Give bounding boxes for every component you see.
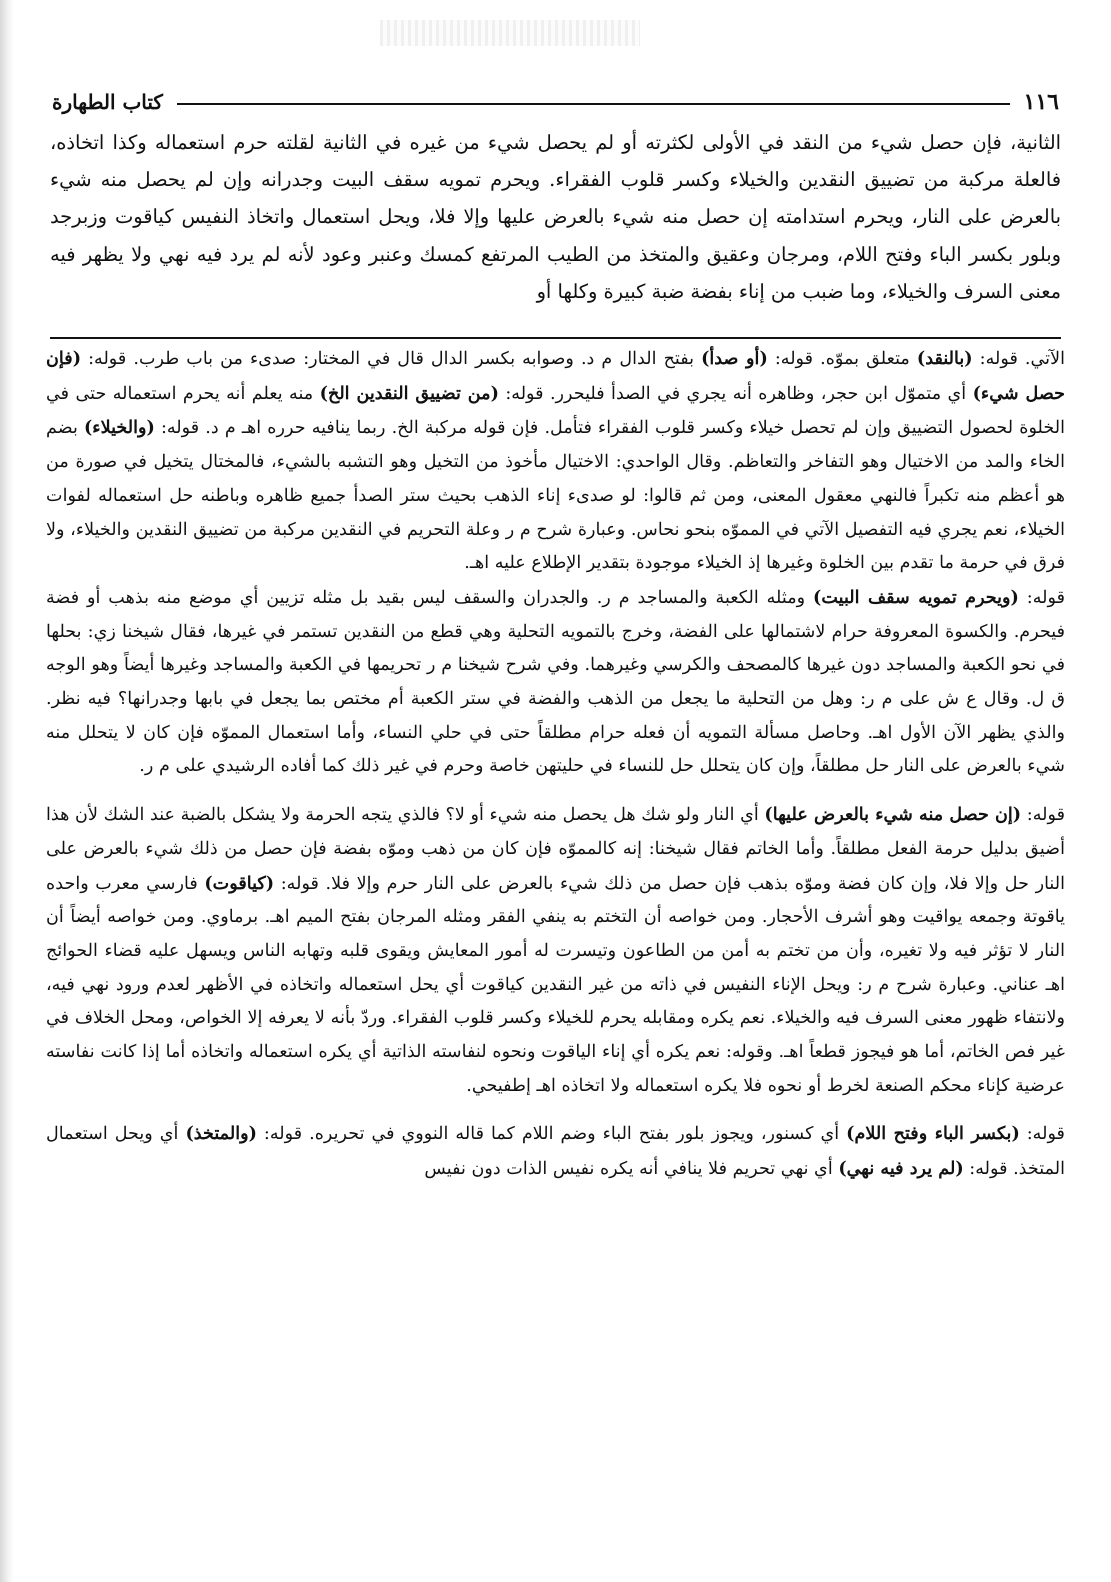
note-text: أي متموّل ابن حجر، وظاهره أنه يجري في الصدأ فليحرر. قوله: bbox=[498, 383, 973, 404]
note-lemma: (إن حصل منه شيء بالعرض عليها) bbox=[764, 804, 1022, 826]
page-number: ١١٦ bbox=[1023, 89, 1059, 115]
book-title: كتاب الطهارة bbox=[52, 90, 163, 114]
note-paragraph bbox=[46, 1117, 1065, 1186]
note-text: الآتي. قوله: bbox=[972, 349, 1066, 369]
note-lemma: (ويحرم تمويه سقف البيت) bbox=[813, 586, 1019, 608]
footnote-separator bbox=[50, 337, 1061, 339]
note-paragraph bbox=[46, 342, 1065, 581]
commentary-notes bbox=[46, 342, 1065, 1187]
scan-edge-shadow bbox=[0, 0, 14, 1582]
note-paragraph bbox=[46, 798, 1065, 1103]
note-text: ومثله الكعبة والمساجد م ر. والجدران والسقف ليس بقيد بل مثله تزيين أي موضع منه بذهب أو فضة فيحرم. والكسوة المعروفة حرام لاشتمالها على الفضة، وخرج بالتمويه التحلية وهي قطع من النقدين تستمر في غيرها، فقال شيخنا زي: بحلها في نحو الكعبة والمساجد دون غيرها كالمصحف والكرسي وغيرهما. وفي شرح شيخنا م ر تحريمها في الكعبة والمساجد وغيرها أيضاً وهو الوجه ق ل. وقال ع ش على م ر: وهل من التحلية ما يجعل من الذهب والفضة في ستر الكعبة أم مختص بما يجعل في بابها وجدرانها؟ فيه نظر. والذي يظهر الآن الأول اهـ. وحاصل مسألة التمويه أن فعله حرام مطلقاً حتى في حلي النساء، وأما استعمال المموّه فإن كان لا يتحلل منه شيء بالعرض على النار حل مطلقاً، وإن كان يتحلل حل للنساء في حليتهن خاصة وحرم في غير ذلك كما أفاده الرشيدي على م ر. bbox=[46, 587, 1065, 777]
note-text: أي كسنور، ويجوز بلور بفتح الباء وضم اللام كما قاله النووي في تحريره. قوله: bbox=[256, 1124, 847, 1145]
note-text: فارسي معرب واحده ياقوتة وجمعه يواقيت وهو أشرف الأحجار. ومن خواصه أن التختم به ينفي الفقر ومثله المرجان بفتح الميم اهـ. برماوي. ومن خواصه أيضاً أن النار لا تؤثر فيه ولا تغيره، وأن من تختم به أمن من الطاعون وتيسرت له أمور المعايش ويقوى قلبه وتهابه الناس ويسهل عليه قضاء الحوائج اهـ عناني. وعبارة شرح م ر: ويحل الإناء النفيس في ذاته من غير النقدين كياقوت أي يحل استعماله واتخاذه في الأظهر لعدم ورود نهي فيه، ولانتفاء ظهور معنى السرف فيه والخيلاء. نعم يكره ومقابله يحرم للخيلاء وكسر قلوب الفقراء. وردّ بأنه لا يعرفه إلا الخواص، ومحل الخلاف في غير فص الخاتم، أما هو فيجوز قطعاً اهـ. وقوله: نعم يكره أي إناء الياقوت ونحوه لنفاسته الذاتية أي يكره استعماله واتخاذه أما إذا كانت نفاسته عرضية كإناء محكم الصنعة لخرط أو نحوه فلا يكره استعماله ولا اتخاذه اهـ إطفيحي. bbox=[46, 873, 1065, 1096]
note-text: قوله: bbox=[1018, 587, 1065, 608]
note-lemma: (والمتخذ) bbox=[185, 1123, 257, 1145]
scan-noise bbox=[380, 20, 640, 46]
note-lemma: (فإن حصل شيء) bbox=[46, 348, 1066, 404]
note-text: بفتح الدال م د. وصوابه بكسر الدال قال في المختار: صدىء من باب طرب. قوله: bbox=[81, 349, 702, 369]
note-text: أي النار ولو شك هل يحصل منه شيء أو لا؟ فالذي يتجه الحرمة ولا يشكل بالضبة عند الشك لأن هذا أضيق بدليل حرمة الفعل مطلقاً. وأما الخاتم فقال شيخنا: إنه كالمموّه فإن كان من ذهب وموّه بفضة فإن حصل من ذلك شيء بالعرض على النار حل وإلا فلا، وإن كان فضة وموّه بذهب فإن حصل من ذلك شيء بالعرض على النار حرم وإلا فلا. قوله: bbox=[46, 805, 1065, 894]
note-text: متعلق بموّه. قوله: bbox=[767, 349, 917, 369]
note-text: أي نهي تحريم فلا ينافي أنه يكره نفيس الذات دون نفيس bbox=[424, 1159, 839, 1180]
note-text: أي ويحل استعمال المتخذ. قوله: bbox=[46, 1124, 1065, 1180]
note-lemma: (لم يرد فيه نهي) bbox=[838, 1158, 964, 1180]
main-paragraph: الثانية، فإن حصل شيء من النقد في الأولى لكثرته أو لم يحصل شيء من غيره في الثانية لقلته حرم استعماله وكذا اتخاذه، فالعلة مركبة من تضييق النقدين والخيلاء وكسر قلوب الفقراء. ويحرم تمويه سقف البيت وجدرانه وإن لم يحصل منه شيء بالعرض على النار، ويحرم استدامته إن حصل منه شيء بالعرض عليها وإلا فلا، ويحل استعمال واتخاذ النفيس كياقوت وزبرجد وبلور بكسر الباء وفتح اللام، ومرجان وعقيق والمتخذ من الطيب المرتفع كمسك وعنبر وعود لأنه لم يرد فيه نهي ولا يظهر فيه معنى السرف والخيلاء، وما ضبب من إناء بفضة ضبة كبيرة وكلها أو bbox=[50, 131, 1061, 303]
note-lemma: (أو صدأ) bbox=[701, 348, 768, 369]
note-lemma: (والخيلاء) bbox=[83, 417, 155, 439]
note-lemma: (بكسر الباء وفتح اللام) bbox=[846, 1123, 1020, 1145]
note-text: قوله: bbox=[1021, 805, 1065, 826]
note-text: بضم الخاء والمد من الاختيال وهو التفاخر والتعاظم. وقال الواحدي: الاختيال مأخوذ من التخيل وهو التشبه بالشيء، فالمختال يتخيل في صورة من هو أعظم منه تكبراً فالنهي معقول المعنى، ومن ثم قالوا: لو صدىء إناء الذهب بحيث ستر الصدأ جميع ظاهره وباطنه حل استعماله لفوات الخيلاء، نعم يجري فيه التفصيل الآتي في المموّه بنحو نحاس. وعبارة شرح م ر وعلة التحريم في النقدين مركبة من تضييق النقدين والخيلاء، ولا فرق في حرمة ما تقدم بين الخلوة وغيرها إذ الخيلاء موجودة بتقدير الإطلاع عليه اهـ. bbox=[46, 418, 1065, 574]
note-lemma: (من تضييق النقدين الخ) bbox=[319, 382, 499, 404]
main-text bbox=[50, 124, 1061, 310]
note-text: منه يعلم أنه يحرم استعماله حتى في الخلوة لحصول التضييق وإن لم تحصل خيلاء وكسر قلوب الفقراء فتأمل. فإن قوله مركبة الخ. ربما ينافيه حرره اهـ م د. قوله: bbox=[46, 383, 1065, 439]
note-lemma: (كياقوت) bbox=[204, 872, 275, 894]
header-rule bbox=[177, 103, 1010, 105]
note-paragraph bbox=[46, 581, 1065, 784]
note-lemma: (بالنقد) bbox=[916, 348, 973, 369]
note-text: قوله: bbox=[1019, 1124, 1065, 1145]
page-header bbox=[52, 80, 1059, 124]
